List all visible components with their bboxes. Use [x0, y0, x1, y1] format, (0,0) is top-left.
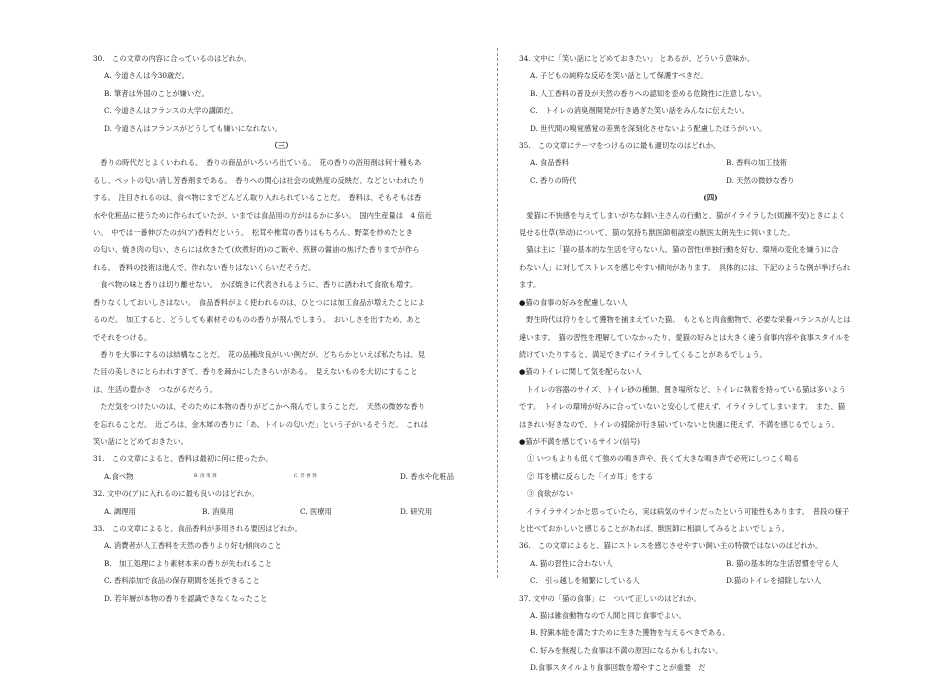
sign-item: ② 耳を横に反らした「イカ耳」をする [527, 471, 654, 481]
passage-line: るのだ。 加工すると、どうしても素材そのものの香りが飛んでしまう。 おいしさを出すため、あと [93, 315, 422, 325]
question-32: 32. 文中の(ア)に入れるのに最も良いのはどれか。 [93, 489, 259, 499]
passage-line: 続けていたりすると、満足できずにイライラしてくることがあるでしょう。 [519, 349, 767, 359]
question-35: 35. この文章にテーマをつけるのに最も適切なのはどれか。 [519, 141, 721, 151]
passage-line: 香りの時代だとよくいわれる。 香りの商品がいろいろ出ている。 花の香りの浴用剤は何十種もあ [93, 158, 422, 168]
question-30: 30. この文章の内容に合っているのはどれか。 [93, 54, 251, 63]
passage-line: た目の美しさにとらわれすぎて、香りを疎かにしたきらいがある。 見えないものを大切にすること [93, 367, 418, 377]
option-35-c: C. 香りの時代 [530, 175, 577, 185]
option-34-b: B. 人工香料の普及が天然の香りへの認知を歪める危険性に注意しない。 [530, 88, 767, 98]
passage-four [519, 207, 902, 538]
passage-line: する。 注目されるのは、食べ物にまでどんどん取り入れられていることだ。 香料は、そもそもは香 [93, 193, 422, 203]
passage-line: い。 中では一番伸びたのが(ア)香料だという。 松茸や椎茸の香りはもちろん、野菜を炒めたとき [93, 228, 413, 238]
bullet-heading: ●猫のトイレに関して気を配らない人 [519, 367, 642, 377]
passage-line: イライラサインかと思っていたら、実は病気のサインだったという可能性もあります。 普段の様子 [519, 506, 850, 516]
passage-line: 香りを大事にするのは結構なことだ。 花の品種改良がいい例だが、どちらかといえば私たちは、見 [93, 349, 426, 359]
passage-line: 食べ物の味と香りは切り離せない。 かば焼きに代表されるように、香りに誘われて食欲も増す。 [93, 280, 418, 290]
question-37: 37. 文中の「猫の食事」に ついて正しいのはどれか。 [519, 593, 701, 603]
passage-line: ます。 [519, 280, 541, 290]
passage-line: を忘れることだ。 近ごろは、金木犀の香りに「あ、トイレの匂いだ」という子がいるそうだ。 これは [93, 419, 428, 429]
option-32-d: D. 研究用 [400, 506, 433, 516]
passage-line: 笑い話にとどめておきたい。 [93, 436, 188, 446]
option-33-b: B. 加工処理により素材本来の香りが失われること [104, 558, 273, 568]
option-36-a: A. 猫の習性に合わない人 [530, 558, 613, 568]
option-36-d: D.猫のトイレを掃除しない人 [726, 576, 822, 586]
passage-three [93, 154, 470, 450]
option-30-b: B. 筆者は外国のことが嫌いだ。 [104, 88, 209, 98]
option-37-d: D.食事スタイルより食事回数を増やすことが重要 だ [530, 663, 706, 673]
question-34: 34. 文中に「笑い話にとどめておきたい」 とあるが、どういう意味か。 [519, 54, 755, 63]
option-31-b: B. 浴 用 剂 [194, 473, 217, 479]
option-36-b: B. 猫の基本的な生活習慣を守る人 [726, 558, 839, 568]
section-three-heading: （三） [270, 141, 293, 151]
options-35-row1 [519, 154, 902, 171]
passage-line: るし、ペットの匂い消し芳香剤まである。 香りへの関心は社会の成熟度の反映だ、などといわれたり [93, 175, 426, 185]
left-column [93, 50, 470, 607]
option-32-a: A. 調理用 [104, 506, 136, 516]
passage-line: 野生時代は狩りをして獲物を捕まえていた猫。 もともと肉食動物で、必要な栄養バランスが人とは [519, 315, 851, 325]
passage-line: はきれい好きなので、トイレの掃除が行き届いていないと快適に使えず、不満を感じるでしょう。 [519, 419, 839, 429]
option-32-c: C. 医療用 [300, 506, 332, 516]
option-35-a: A. 食品香料 [530, 158, 570, 168]
option-35-b: B. 香料の加工技術 [726, 158, 788, 168]
passage-line: 見せる仕草(举动)について、猫の気持ち獣医師相談室の獣医太朗先生に伺いました。 [519, 228, 795, 238]
sign-item: ① いつもよりも低くて強めの鳴き声や、長くて大きな鳴き声で必死にしつこく鳴る [527, 454, 800, 464]
options-36-row2 [519, 572, 902, 589]
passage-line: 違います。 猫の習性を理解していなかったり、愛猫の好みとは大きく違う食事内容や食事スタイルを [519, 332, 851, 342]
option-33-c: C. 香料添加で食品の保存期間を延長できること [104, 576, 260, 586]
option-34-c: C. トイレの消臭剤開発が行き過ぎた笑い話をみんなに伝えたい。 [530, 106, 749, 116]
bullet-heading: ●猫が不満を感じているサイン(信号) [519, 436, 641, 446]
option-30-d: D. 今道さんはフランスがどうしても嫌いになれない。 [104, 123, 282, 133]
option-37-c: C. 好みを無視した食事は不満の原因になるかもしれない。 [530, 645, 723, 655]
option-34-d: D. 世代間の嗅覚感覚の差異を深刻化させないよう配慮したほうがいい。 [530, 123, 767, 133]
sign-item: ③ 食欲がない [527, 489, 574, 499]
option-31-a: A.食べ物 [104, 471, 134, 481]
passage-line: れる。 香料の技術は進んで、作れない香りはないくらいだそうだ。 [93, 262, 316, 272]
passage-line: 愛猫に不快感を与えてしまいがちな飼い主さんの行動と、猫がイライラした(烦躁不安)ときによく [519, 210, 846, 220]
option-31-d: D. 香水や化粧品 [400, 471, 455, 481]
passage-line: 香りなくしておいしさはない。 食品香料がよく使われるのは、ひとつには加工食品が増えたことによ [93, 297, 425, 307]
options-32 [93, 503, 470, 520]
passage-line: でそれをつける。 [93, 332, 152, 342]
question-36: 36. この文章によると、猫にストレスを感じさせやすい飼い主の特徴ではないのはどれか。 [519, 541, 823, 551]
column-divider [497, 48, 498, 578]
options-31 [93, 468, 470, 485]
options-35-row2 [519, 172, 902, 189]
option-30-a: A. 今道さんは今30歳だ。 [104, 71, 189, 81]
right-column [519, 50, 902, 677]
option-31-c: C. 芳 香 剂 [294, 473, 317, 479]
passage-line: トイレの容器のサイズ、トイレ砂の種類、置き場所など、トイレに執着を持っている猫は多いよう [519, 384, 846, 394]
options-36-row1 [519, 555, 902, 572]
section-four-heading: (四) [703, 193, 718, 203]
option-36-c: C. 引っ越しを頻繁にしている人 [530, 576, 640, 586]
passage-line: ただ気をつけたいのは、そのために本物の香りがどこかへ飛んでしまうことだ。 天然の微妙な香り [93, 402, 426, 412]
passage-line: 猫は主に「猫の基本的な生活を守らない人、猫の習性(单独行動を好む、環境の変化を嫌う)に合 [519, 245, 839, 255]
passage-line: わない人」に対してストレスを感じやすい傾向があります。 具体的には、下記のような例が挙げられ [519, 262, 851, 272]
passage-line: です。 トイレの環境が好みに合っていないと安心して使えず、イライラしてしまいます。 また、猫 [519, 402, 846, 412]
option-35-d: D. 天然の微妙な香り [726, 175, 795, 185]
question-31: 31. この文章によると、香料は最初に何に使ったか。 [93, 454, 273, 464]
option-33-a: A. 消費者が人工香料を天然の香りより好む傾向のこと [104, 541, 282, 551]
passage-line: と比べておかしいと感じることがあれば、獣医師に相談してみるとよいでしょう。 [519, 523, 789, 533]
bullet-heading: ●猫の食事の好みを配慮しない人 [519, 297, 628, 307]
passage-line: は、生活の豊かさ つながるだろう。 [93, 384, 218, 394]
option-32-b: B. 消臭用 [202, 506, 234, 516]
passage-line: の匂い、焼き肉の匂い、さらには炊きたて(炊煮好的)のご飯や、煎餅の醤油の焦げた香りまでが作ら [93, 245, 420, 255]
option-37-b: B. 狩猟本能を満たすために生きた獲物を与えるべきである。 [530, 628, 730, 638]
option-30-c: C. 今道さんはフランスの大学の講師だ。 [104, 106, 238, 116]
passage-line: 水や化粧品に使うために作られていたが、いまでは食品用の方がはるかに多い。 国内生産量は 4 倍近 [93, 210, 432, 220]
question-33: 33. この文章によると、食品香料が多用される要因はどれか。 [93, 523, 302, 533]
option-34-a: A. 子どもの純粋な反応を笑い話として保護すべきだ。 [530, 71, 708, 81]
option-33-d: D. 若年層が本物の香りを認識できなくなったこと [104, 593, 268, 603]
option-37-a: A. 猫は雑食動物なので人間と同じ食事でよい。 [530, 611, 686, 620]
